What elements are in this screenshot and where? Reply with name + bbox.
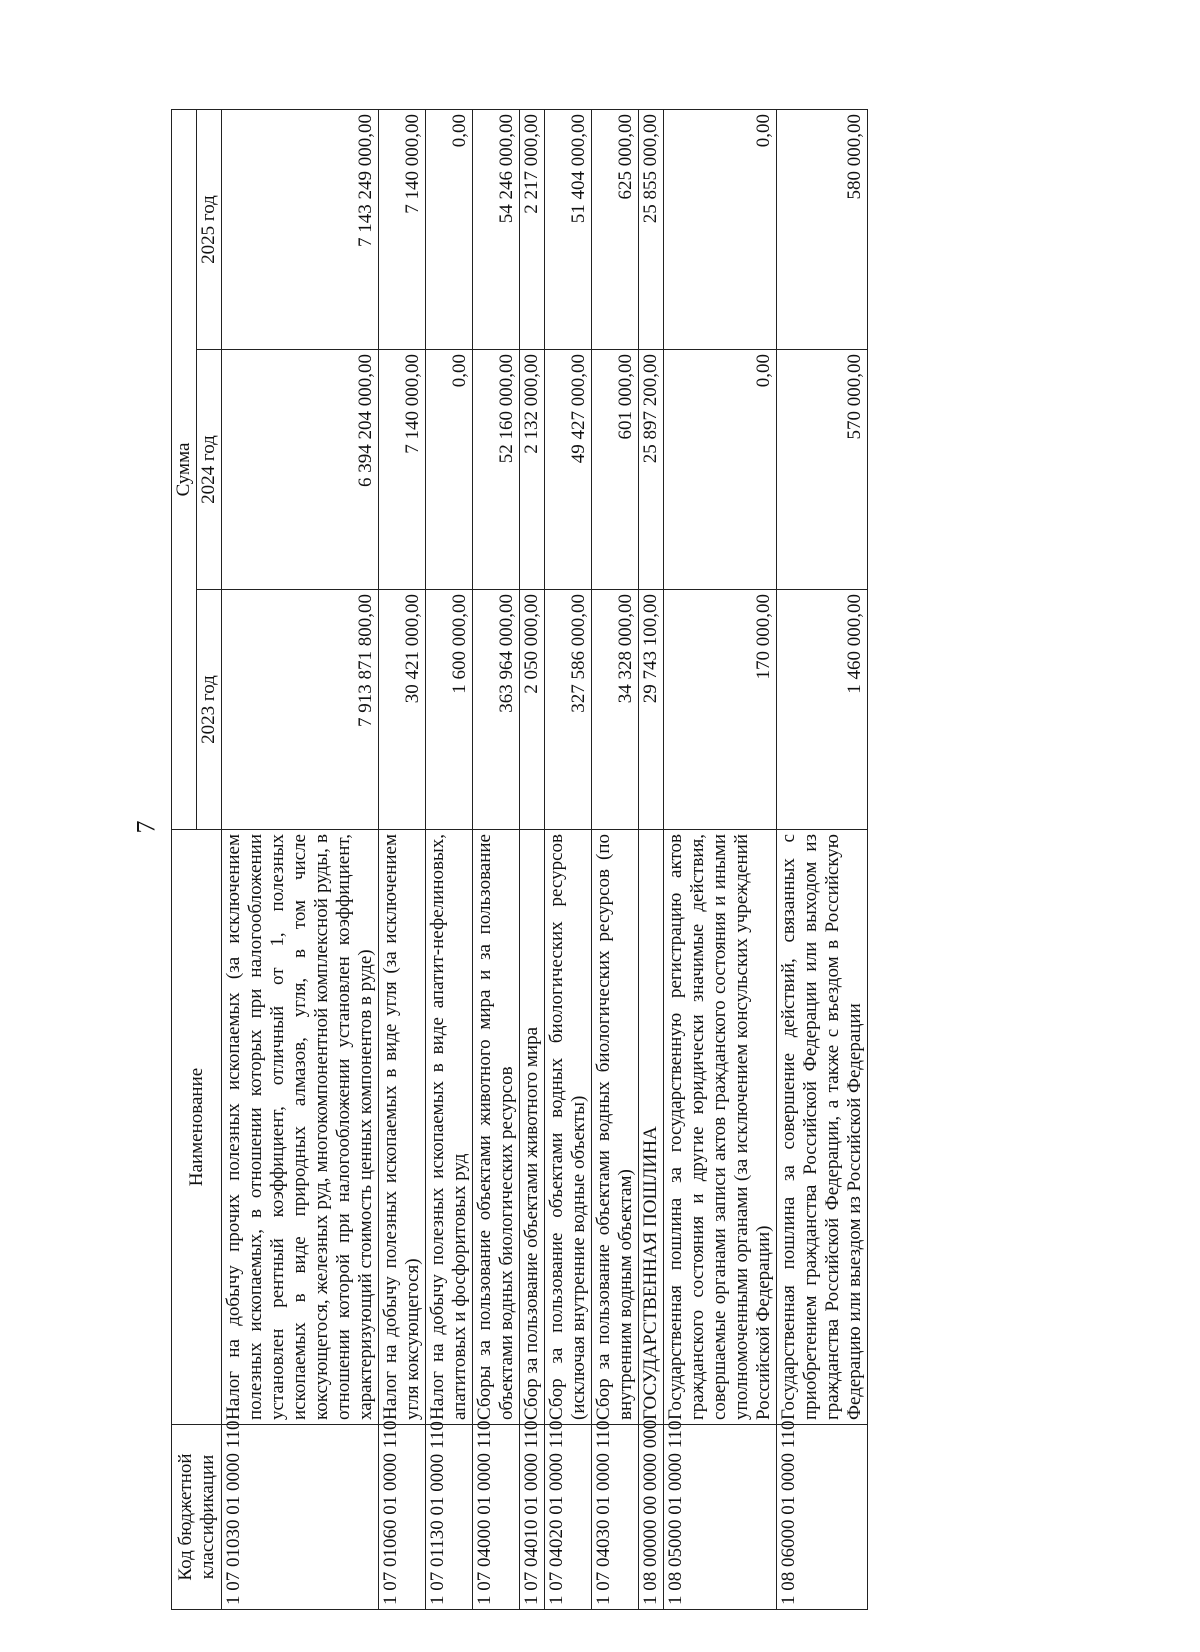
row-value-2024: 570 000,00 [777, 350, 868, 590]
row-value-2023: 30 421 000,00 [379, 590, 426, 830]
header-sum: Сумма [172, 110, 197, 830]
header-year-2024: 2024 год [197, 350, 222, 590]
row-code: 1 07 04030 01 0000 110 [592, 1425, 639, 1610]
row-name: Сбор за пользование объектами животного мира [520, 830, 545, 1425]
row-code: 1 07 01030 01 0000 110 [222, 1425, 379, 1610]
row-value-2024: 49 427 000,00 [545, 350, 592, 590]
row-value-2023: 34 328 000,00 [592, 590, 639, 830]
table-row [664, 110, 777, 1610]
row-value-2025: 580 000,00 [777, 110, 868, 350]
rotated-page [171, 110, 1061, 1610]
header-name: Наименование [172, 830, 222, 1425]
row-value-2023: 170 000,00 [664, 590, 777, 830]
row-name: Налог на добычу прочих полезных ископаемых (за исключением полезных ископаемых, в отношении которых при налогообложении установлен рентный коэффициент, отличный от 1, полезных ископаемых в виде природных алмазов, угля, в том числе коксующегося, железных руд, многокомпонентной комплексной руды, в отношении которой при налогообложении установлен коэффициент, характеризующий стоимость ценных компонентов в руде) [222, 830, 379, 1425]
row-value-2024: 52 160 000,00 [473, 350, 520, 590]
row-value-2024: 2 132 000,00 [520, 350, 545, 590]
row-name: Сбор за пользование объектами водных биологических ресурсов (по внутренним водным объектам) [592, 830, 639, 1425]
row-name: Сборы за пользование объектами животного мира и за пользование объектами водных биологических ресурсов [473, 830, 520, 1425]
table-row [639, 110, 664, 1610]
row-value-2023: 363 964 000,00 [473, 590, 520, 830]
row-value-2025: 25 855 000,00 [639, 110, 664, 350]
table-row [592, 110, 639, 1610]
row-value-2023: 2 050 000,00 [520, 590, 545, 830]
table-row [426, 110, 473, 1610]
row-name: Сбор за пользование объектами водных биологических ресурсов (исключая внутренние водные объекты) [545, 830, 592, 1425]
row-value-2025: 0,00 [664, 110, 777, 350]
table-row [520, 110, 545, 1610]
row-value-2023: 1 600 000,00 [426, 590, 473, 830]
row-value-2025: 7 140 000,00 [379, 110, 426, 350]
row-name: Государственная пошлина за совершение действий, связанных с приобретением гражданства Российской Федерации или выходом из гражданства Российской Федерации, а также с въездом в Российскую Федерацию или выездом из Российской Федерации [777, 830, 868, 1425]
table-row [545, 110, 592, 1610]
table-row [777, 110, 868, 1610]
row-code: 1 07 01130 01 0000 110 [426, 1425, 473, 1610]
row-value-2025: 7 143 249 000,00 [222, 110, 379, 350]
row-value-2024: 6 394 204 000,00 [222, 350, 379, 590]
row-value-2024: 7 140 000,00 [379, 350, 426, 590]
row-name: Государственная пошлина за государственную регистрацию актов гражданского состояния и другие юридически значимые действия, совершаемые органами записи актов гражданского состояния и иными уполномоченными органами (за исключением консульских учреждений Российской Федерации) [664, 830, 777, 1425]
budget-table [171, 109, 868, 1610]
header-year-2023: 2023 год [197, 590, 222, 830]
row-code: 1 08 05000 01 0000 110 [664, 1425, 777, 1610]
row-name: Налог на добычу полезных ископаемых в виде апатит-нефелиновых, апатитовых и фосфоритовых руд [426, 830, 473, 1425]
row-value-2025: 0,00 [426, 110, 473, 350]
page-number: 7 [131, 820, 161, 834]
row-code: 1 08 06000 01 0000 110 [777, 1425, 868, 1610]
row-value-2025: 51 404 000,00 [545, 110, 592, 350]
header-year-2025: 2025 год [197, 110, 222, 350]
row-code: 1 07 01060 01 0000 110 [379, 1425, 426, 1610]
header-code: Код бюджетной классификации [172, 1425, 222, 1610]
row-value-2023: 327 586 000,00 [545, 590, 592, 830]
table-row [473, 110, 520, 1610]
row-code: 1 08 00000 00 0000 000 [639, 1425, 664, 1610]
row-value-2023: 1 460 000,00 [777, 590, 868, 830]
row-value-2023: 7 913 871 800,00 [222, 590, 379, 830]
row-value-2023: 29 743 100,00 [639, 590, 664, 830]
row-value-2025: 625 000,00 [592, 110, 639, 350]
row-value-2025: 2 217 000,00 [520, 110, 545, 350]
table-row [222, 110, 379, 1610]
row-value-2024: 0,00 [664, 350, 777, 590]
row-code: 1 07 04010 01 0000 110 [520, 1425, 545, 1610]
row-name: Налог на добычу полезных ископаемых в виде угля (за исключением угля коксующегося) [379, 830, 426, 1425]
row-value-2025: 54 246 000,00 [473, 110, 520, 350]
table-body [222, 110, 868, 1610]
table-row [379, 110, 426, 1610]
row-value-2024: 0,00 [426, 350, 473, 590]
row-value-2024: 25 897 200,00 [639, 350, 664, 590]
row-value-2024: 601 000,00 [592, 350, 639, 590]
row-code: 1 07 04000 01 0000 110 [473, 1425, 520, 1610]
row-code: 1 07 04020 01 0000 110 [545, 1425, 592, 1610]
row-name: ГОСУДАРСТВЕННАЯ ПОШЛИНА [639, 830, 664, 1425]
